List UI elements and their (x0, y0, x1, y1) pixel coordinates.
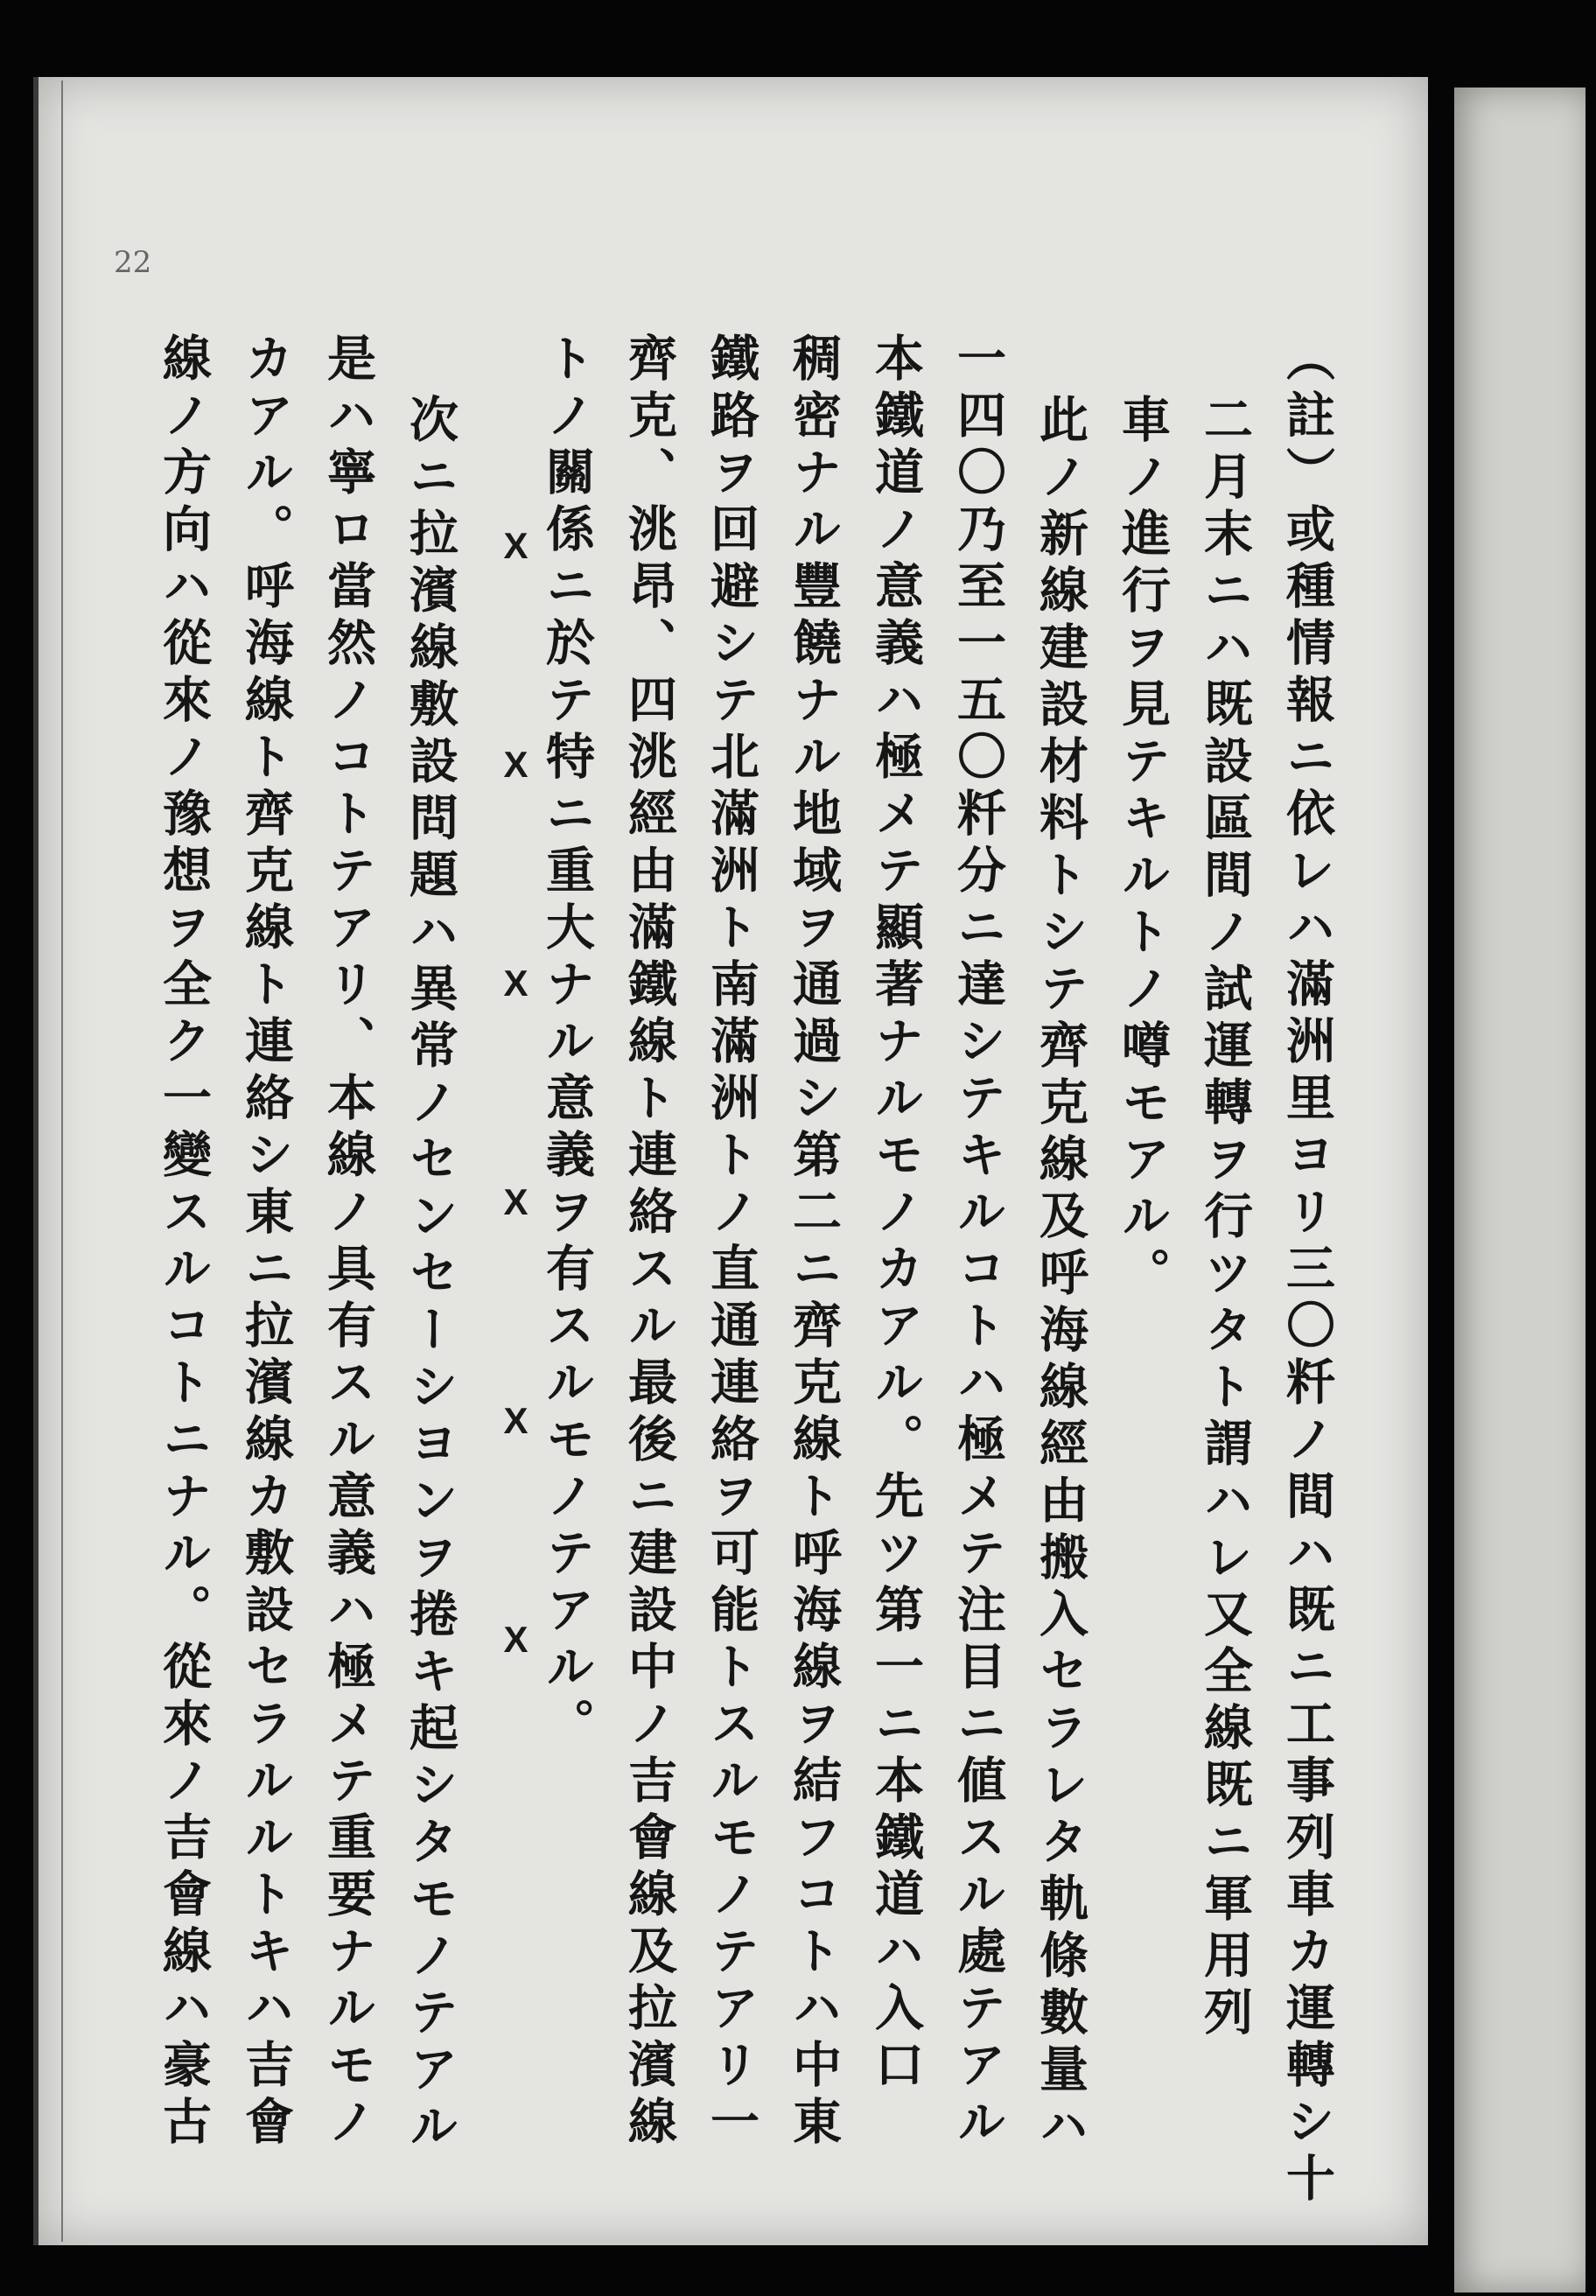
text-column-13: カアル。呼海線ト齊克線ト連絡シ東ニ拉濱線カ敷設セラルルトキハ吉會 (237, 332, 295, 2152)
text-column-9: 齊克、洮昂、四洮經由滿鐵線ト連絡スル最後ニ建設中ノ吉會線及拉濱線 (620, 332, 678, 2152)
text-column-7: 稠密ナル豐饒ナル地域ヲ通過シ第二ニ齊克線ト呼海線ヲ結フコトハ中東 (785, 332, 843, 2152)
text-column-3: 車ノ進行ヲ見テキルトノ噂モアル。 (1114, 394, 1172, 1304)
text-column-14: 線ノ方向ハ從來ノ豫想ヲ全ク一變スルコトニナル。從來ノ吉會線ハ豪古 (155, 332, 213, 2152)
section-separator: X X X X X X (495, 525, 536, 1728)
text-column-12: 是ハ寧ロ當然ノコトテアリ、本線ノ具有スル意義ハ極メテ重要ナルモノ (319, 332, 377, 2152)
text-column-4: 此ノ新線建設材料トシテ齊克線及呼海線經由搬入セラレタ軌條數量ハ (1032, 394, 1089, 2157)
text-column-8: 鐵路ヲ回避シテ北滿洲ト南滿洲トノ直通連絡ヲ可能トスルモノテアリ一 (703, 332, 760, 2152)
vertical-text-block (131, 332, 1339, 2209)
text-column-1: （註）或種情報ニ依レハ滿洲里ヨリ三〇粁ノ間ハ既ニ工事列車カ運轉シ十 (1278, 332, 1336, 2209)
adjacent-page-edge (1454, 88, 1586, 2292)
page-number: 22 (114, 245, 152, 280)
text-column-5: 一四〇乃至一五〇粁分ニ達シテキルコトハ極メテ注目ニ値スル處テアル (949, 332, 1007, 2152)
text-column-2: 二月末ニハ既設區間ノ試運轉ヲ行ツタト謂ハレ又全線既ニ軍用列 (1196, 394, 1254, 2043)
text-column-10: トノ關係ニ於テ特ニ重大ナル意義ヲ有スルモノテアル。 (538, 332, 596, 1754)
text-column-11: 次ニ拉濱線敷設問題ハ異常ノセンセーシヨンヲ捲キ起シタモノテアル (402, 394, 459, 2157)
page-border-line (61, 80, 63, 2242)
text-column-6: 本鐵道ノ意義ハ極メテ顯著ナルモノカアル。先ツ第一ニ本鐵道ハ入口 (867, 332, 925, 2096)
